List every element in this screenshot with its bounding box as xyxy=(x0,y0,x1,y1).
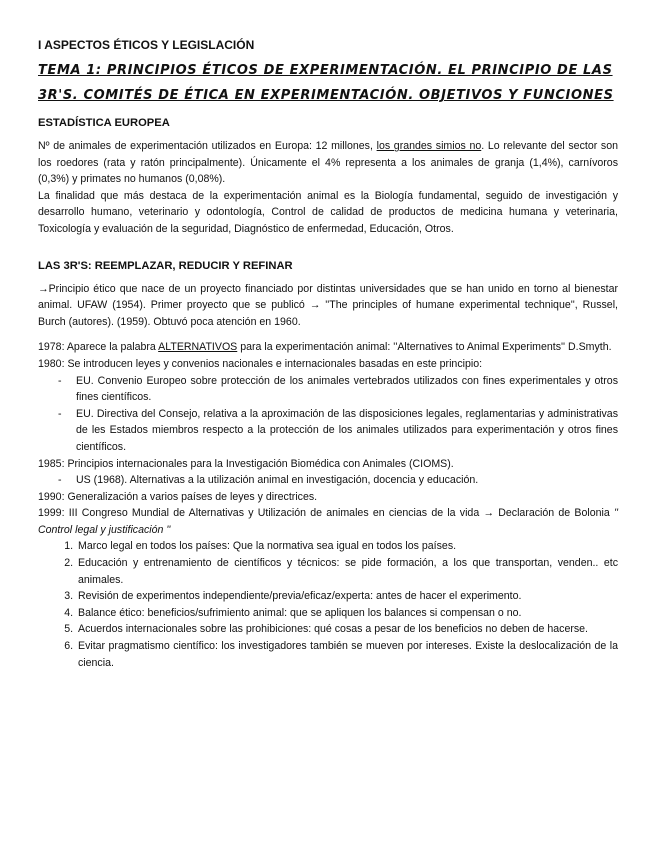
main-heading: I ASPECTOS ÉTICOS Y LEGISLACIÓN xyxy=(38,38,255,52)
year-1985: 1985: Principios internacionales para la Investigación Biomédica con Animales (CIOMS). xyxy=(38,457,454,470)
topic-title: TEMA 1: PRINCIPIOS ÉTICOS DE EXPERIMENTACIÓN. EL PRINCIPIO DE LAS 3R'S. COMITÉS DE ÉTICA EN EXPERIMENTACIÓN. OBJETIVOS Y FUNCIONES xyxy=(38,63,614,103)
year-1978: 1978: Aparece la palabra ALTERNATIVOS para la experimentación animal: ''Alternatives to Animal Experiments'' D.Smyth. xyxy=(38,341,612,354)
list-item: - US (1968). Alternativas a la utilización animal en investigación, docencia y educación. xyxy=(76,472,618,489)
estadistica-paragraph-2: La finalidad que más destaca de la experimentación animal es la Biología fundamental, seguido de investigación y desarrollo humano, veterinario y odontología, Control de calidad de productos de medicina humana y veterinaria, Toxicología y evaluación de la seguridad, Diagnóstico de enfermedad, Educación, Otros. xyxy=(38,189,618,235)
year-1999: 1999: III Congreso Mundial de Alternativas y Utilización de animales en ciencias de la vida → Declaración de Bolonia '' Control legal y justificación '' xyxy=(38,507,618,536)
list-item: 3. Revisión de experimentos independiente/previa/eficaz/experta: antes de hacer el experimento. xyxy=(76,588,618,605)
document-page xyxy=(38,38,618,671)
alternativos-word: ALTERNATIVOS xyxy=(158,341,238,354)
year-1980-list xyxy=(38,373,618,456)
year-1980: 1980: Se introducen leyes y convenios nacionales e internacionales basadas en este principio: xyxy=(38,357,483,370)
three-r-intro: →Principio ético que nace de un proyecto financiado por distintas universidades que se han unido en torno al bienestar animal. UFAW (1954). Primer proyecto que se publicó → ''The principles of humane experimental technique'', Russel, Burch (autores). (1959). Obtuvó poca atención en 1960. xyxy=(38,282,618,328)
year-1985-list xyxy=(38,472,618,489)
list-item: 4. Balance ético: beneficios/sufrimiento animal: que se apliquen los balances si compensan o no. xyxy=(76,605,618,622)
three-r-title: LAS 3R'S: REEMPLAZAR, REDUCIR Y REFINAR xyxy=(38,259,293,272)
estadistica-title: ESTADÍSTICA EUROPEA xyxy=(38,117,170,129)
list-item: - EU. Convenio Europeo sobre protección de los animales vertebrados utilizados con fines experimentales y otros fines científicos. xyxy=(76,373,618,406)
bolonia-list xyxy=(38,538,618,671)
estadistica-paragraph-1: Nº de animales de experimentación utilizados en Europa: 12 millones, los grandes simios no. Lo relevante del sector son los roedores (rata y ratón principalmente). Únicamente el 4% representa a los animales de granja (1,4%), carnívoros (0,3%) y primates no humanos (0,08%). xyxy=(38,140,618,186)
list-item: 5. Acuerdos internacionales sobre las prohibiciones: qué cosas a pesar de los beneficios no deben de hacerse. xyxy=(76,621,618,638)
list-item: 1. Marco legal en todos los países: Que la normativa sea igual en todos los países. xyxy=(76,538,618,555)
list-item: 6. Evitar pragmatismo científico: los investigadores también se mueven por intereses. Existe la deslocalización de la ciencia. xyxy=(76,638,618,671)
list-item: - EU. Directiva del Consejo, relativa a la aproximación de las disposiciones legales, reglamentarias y administrativas de les Estados miembros respecto a la protección de los animales utilizados para experimentación y otros fines científicos. xyxy=(76,406,618,456)
list-item: 2. Educación y entrenamiento de científicos y técnicos: se pide formación, a los que transportan, venden.. etc animales. xyxy=(76,555,618,588)
bolonia-motto: '' Control legal y justificación '' xyxy=(38,507,618,536)
year-1990: 1990: Generalización a varios países de leyes y directrices. xyxy=(38,490,318,503)
great-apes-note: los grandes simios no xyxy=(376,140,482,152)
